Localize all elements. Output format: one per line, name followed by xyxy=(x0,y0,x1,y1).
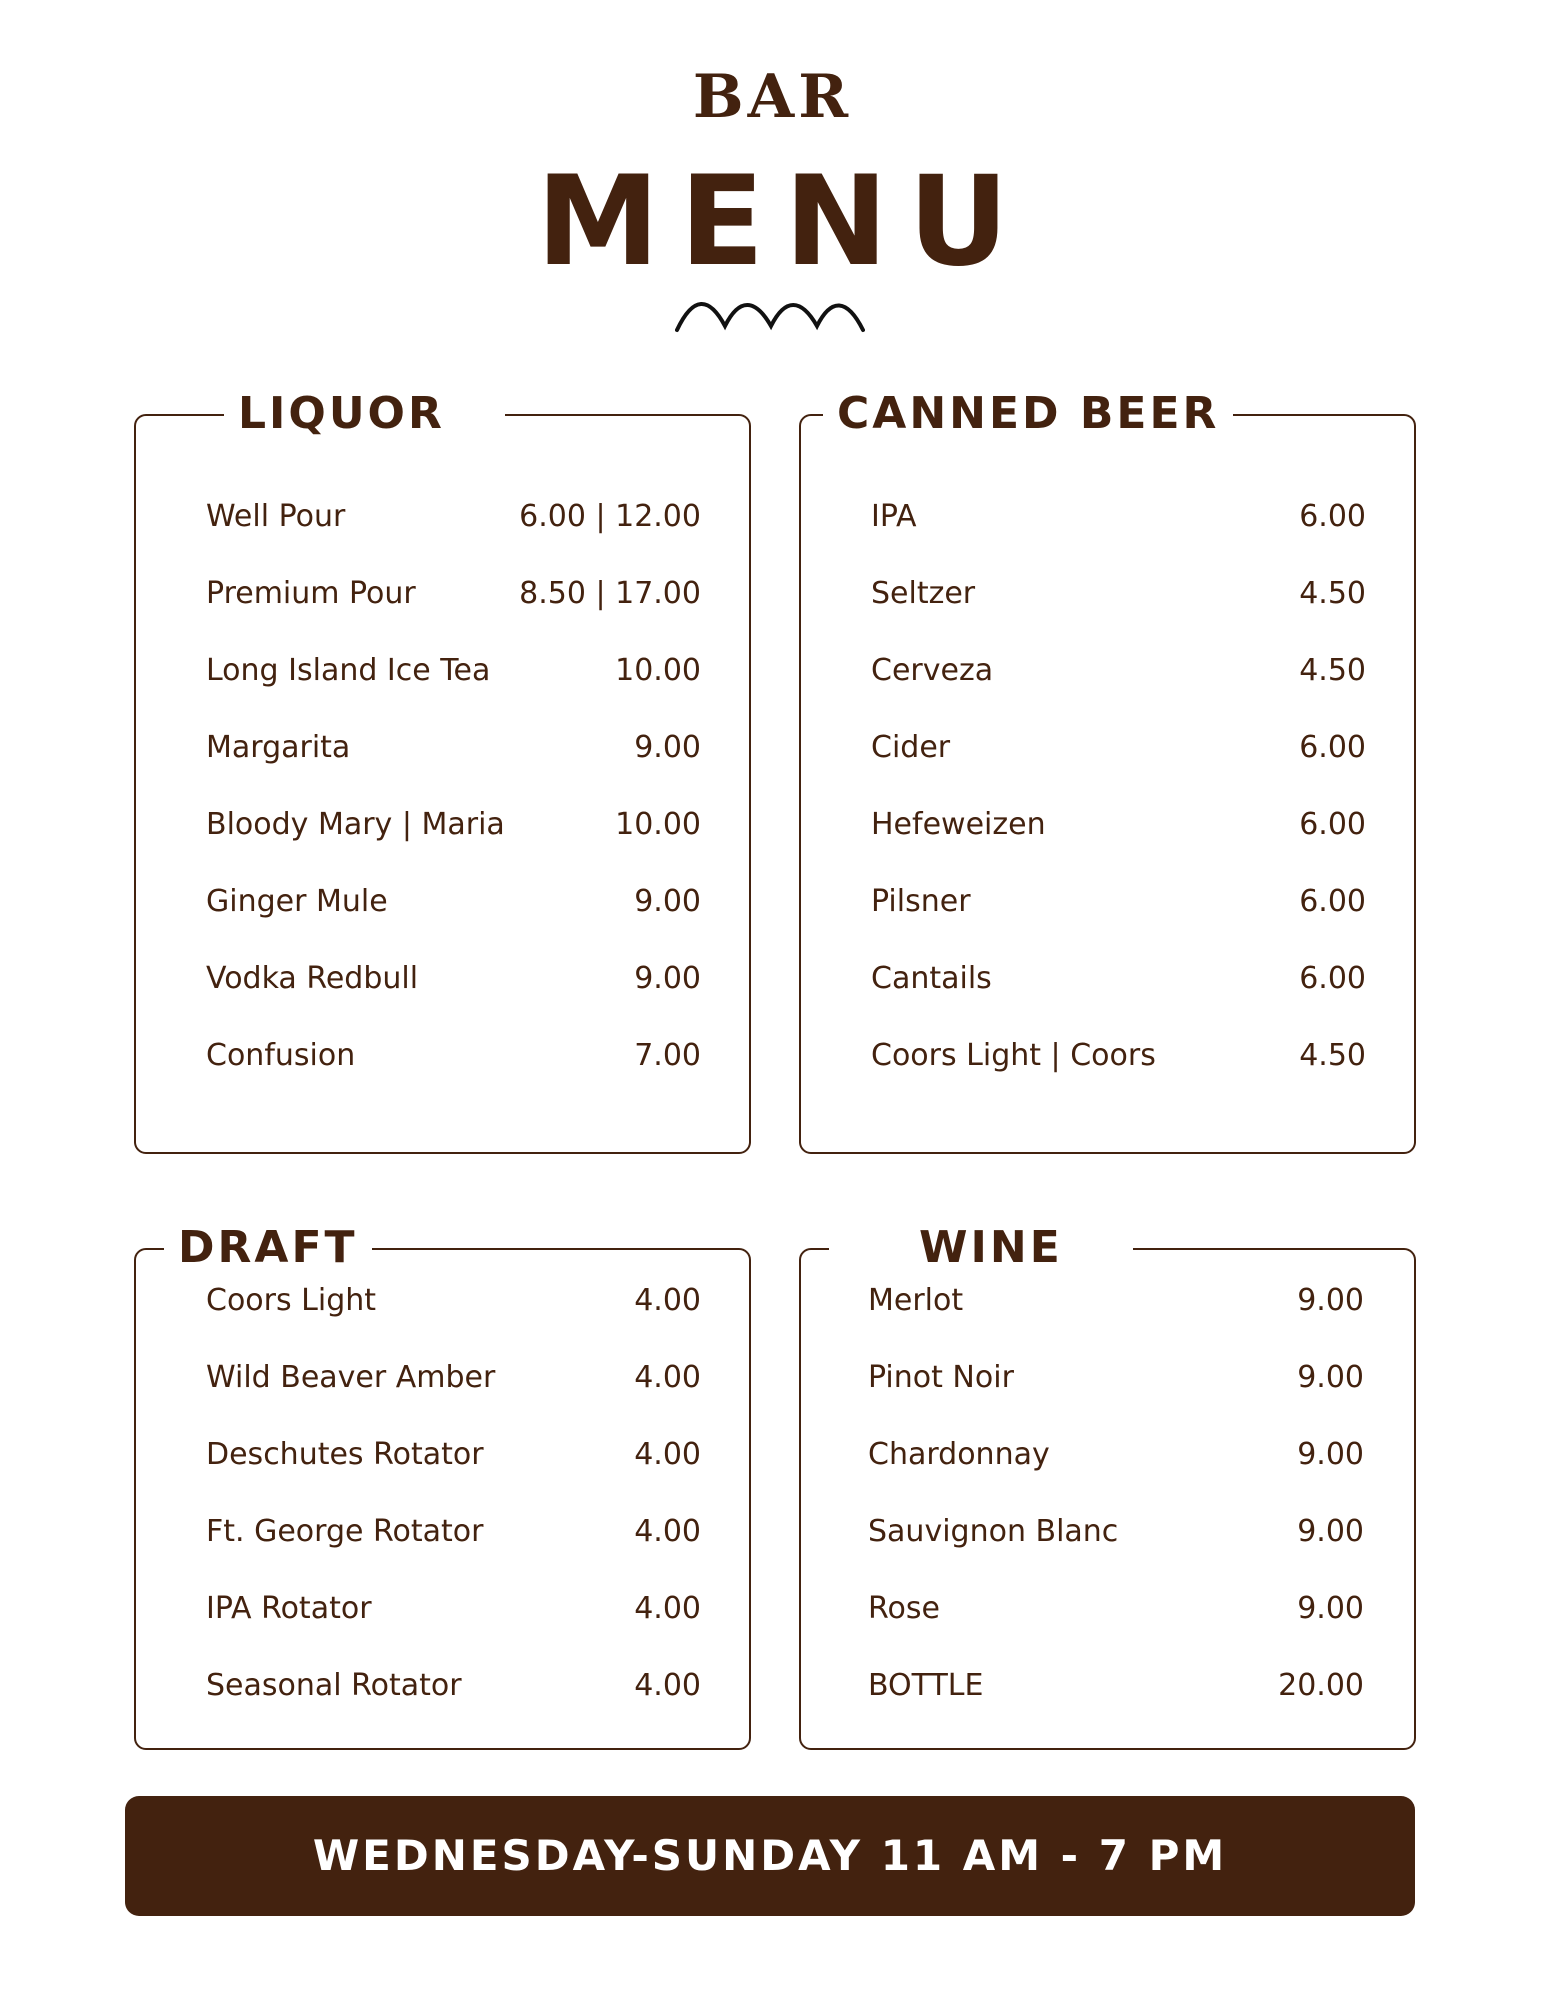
item-price: 9.00 xyxy=(1297,1360,1364,1395)
item-name: Sauvignon Blanc xyxy=(868,1514,1119,1549)
menu-item xyxy=(206,1017,701,1094)
menu-item xyxy=(868,1416,1364,1493)
section-title: WINE xyxy=(829,1220,1133,1276)
draft-section xyxy=(134,1222,751,1750)
menu-item xyxy=(868,1262,1364,1339)
item-price: 9.00 xyxy=(634,730,701,765)
item-name: Well Pour xyxy=(206,499,346,534)
item-price: 4.00 xyxy=(634,1668,701,1703)
item-name: Ginger Mule xyxy=(206,884,388,919)
item-name: Chardonnay xyxy=(868,1437,1050,1472)
item-name: Rose xyxy=(868,1591,940,1626)
section-title: CANNED BEER xyxy=(823,386,1233,442)
item-price: 20.00 xyxy=(1278,1668,1364,1703)
item-name: Coors Light xyxy=(206,1283,377,1318)
section-title: LIQUOR xyxy=(224,386,505,442)
item-name: Cider xyxy=(871,730,951,765)
item-name: Merlot xyxy=(868,1283,964,1318)
item-price: 6.00 xyxy=(1299,730,1366,765)
item-name: Premium Pour xyxy=(206,576,416,611)
section-title: DRAFT xyxy=(164,1220,372,1276)
item-list xyxy=(206,1262,701,1724)
menu-item xyxy=(206,1416,701,1493)
menu-item xyxy=(871,863,1366,940)
item-list xyxy=(868,1262,1364,1724)
menu-item xyxy=(206,940,701,1017)
wine-section xyxy=(799,1222,1416,1750)
item-name: Margarita xyxy=(206,730,351,765)
item-name: Seasonal Rotator xyxy=(206,1668,462,1703)
item-price: 10.00 xyxy=(615,807,701,842)
item-price: 4.00 xyxy=(634,1360,701,1395)
item-name: IPA xyxy=(871,499,917,534)
item-name: BOTTLE xyxy=(868,1668,984,1703)
item-name: Long Island Ice Tea xyxy=(206,653,491,688)
menu-item xyxy=(206,1493,701,1570)
item-name: Seltzer xyxy=(871,576,976,611)
menu-title: MENU xyxy=(536,150,1029,294)
menu-item xyxy=(206,786,701,863)
item-price: 9.00 xyxy=(1297,1437,1364,1472)
menu-item xyxy=(868,1339,1364,1416)
item-name: Vodka Redbull xyxy=(206,961,419,996)
item-price: 9.00 xyxy=(1297,1591,1364,1626)
item-price: 4.00 xyxy=(634,1283,701,1318)
item-name: Pinot Noir xyxy=(868,1360,1014,1395)
item-price: 4.00 xyxy=(634,1437,701,1472)
item-price: 9.00 xyxy=(1297,1283,1364,1318)
item-price: 4.50 xyxy=(1299,576,1366,611)
item-price: 4.50 xyxy=(1299,1038,1366,1073)
item-name: Wild Beaver Amber xyxy=(206,1360,496,1395)
menu-item xyxy=(206,1647,701,1724)
item-price: 7.00 xyxy=(634,1038,701,1073)
wave-divider-icon xyxy=(675,300,865,340)
menu-item xyxy=(206,1570,701,1647)
menu-item xyxy=(206,709,701,786)
menu-item xyxy=(871,555,1366,632)
menu-item xyxy=(868,1570,1364,1647)
menu-item xyxy=(206,1339,701,1416)
item-price: 8.50 | 17.00 xyxy=(519,576,701,611)
menu-item xyxy=(868,1493,1364,1570)
menu-item xyxy=(871,786,1366,863)
item-name: Coors Light | Coors xyxy=(871,1038,1156,1073)
item-price: 6.00 xyxy=(1299,961,1366,996)
item-price: 6.00 xyxy=(1299,499,1366,534)
menu-item xyxy=(871,940,1366,1017)
item-price: 9.00 xyxy=(634,884,701,919)
item-price: 9.00 xyxy=(634,961,701,996)
bar-title: BAR xyxy=(692,62,853,132)
menu-item xyxy=(206,632,701,709)
item-name: Deschutes Rotator xyxy=(206,1437,484,1472)
menu-item xyxy=(206,863,701,940)
item-price: 4.00 xyxy=(634,1591,701,1626)
item-list xyxy=(206,478,701,1094)
item-name: Pilsner xyxy=(871,884,971,919)
menu-item xyxy=(871,632,1366,709)
item-name: Confusion xyxy=(206,1038,356,1073)
item-name: IPA Rotator xyxy=(206,1591,372,1626)
menu-item xyxy=(871,1017,1366,1094)
item-price: 6.00 xyxy=(1299,807,1366,842)
menu-item xyxy=(206,555,701,632)
item-name: Ft. George Rotator xyxy=(206,1514,484,1549)
item-price: 6.00 xyxy=(1299,884,1366,919)
item-name: Bloody Mary | Maria xyxy=(206,807,505,842)
item-price: 9.00 xyxy=(1297,1514,1364,1549)
item-list xyxy=(871,478,1366,1094)
item-price: 4.50 xyxy=(1299,653,1366,688)
item-name: Cantails xyxy=(871,961,992,996)
item-name: Hefeweizen xyxy=(871,807,1046,842)
item-price: 10.00 xyxy=(615,653,701,688)
liquor-section xyxy=(134,388,751,1154)
menu-item xyxy=(871,709,1366,786)
menu-item xyxy=(206,478,701,555)
item-price: 6.00 | 12.00 xyxy=(519,499,701,534)
item-price: 4.00 xyxy=(634,1514,701,1549)
menu-item xyxy=(206,1262,701,1339)
menu-item xyxy=(868,1647,1364,1724)
item-name: Cerveza xyxy=(871,653,994,688)
hours-banner: WEDNESDAY-SUNDAY 11 AM - 7 PM xyxy=(125,1796,1415,1916)
canned-beer-section xyxy=(799,388,1416,1154)
menu-item xyxy=(871,478,1366,555)
